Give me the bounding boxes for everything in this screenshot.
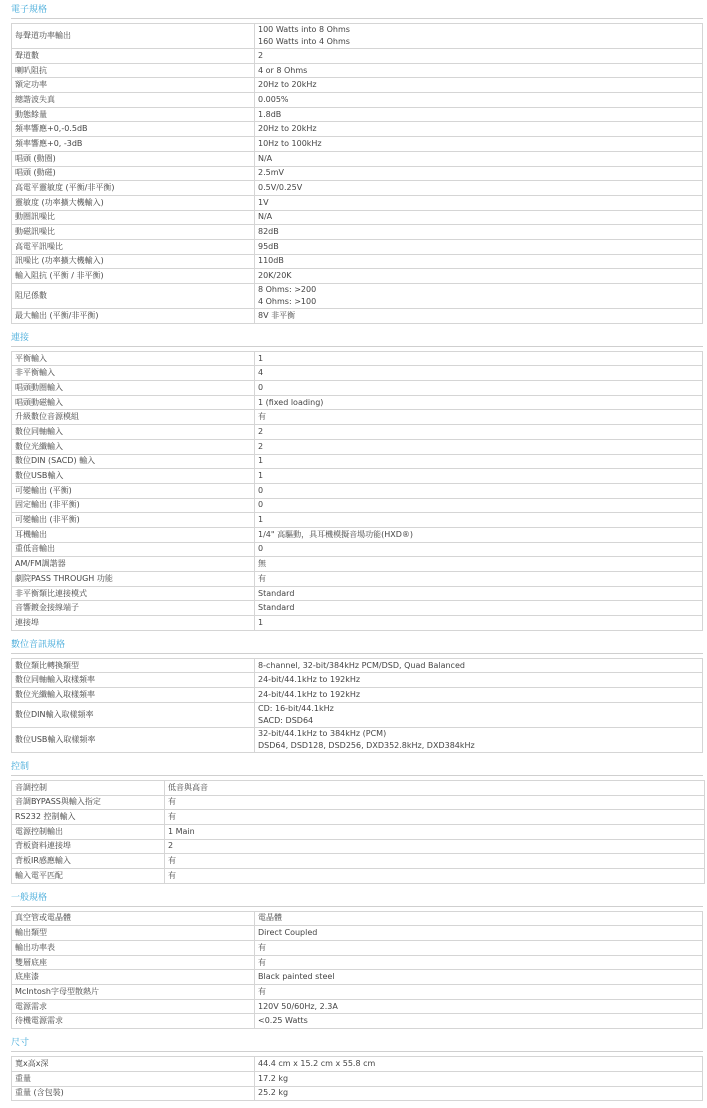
spec-value <box>255 955 703 970</box>
spec-row <box>12 498 703 513</box>
spec-value-line: 110dB <box>258 256 284 266</box>
spec-value <box>255 195 703 210</box>
general-spec-table <box>11 911 703 1030</box>
spec-row <box>12 702 703 727</box>
section-divider <box>11 653 703 654</box>
dimensions-section <box>0 1036 707 1101</box>
spec-label: 數位DIN (SACD) 輸入 <box>12 454 255 469</box>
spec-value-line: 1 (fixed loading) <box>258 397 324 407</box>
spec-row <box>12 395 703 410</box>
spec-value <box>255 572 703 587</box>
spec-value <box>255 366 703 381</box>
spec-value-line: 20Hz to 20kHz <box>258 124 317 134</box>
section-title-control: 控制 <box>11 761 30 772</box>
spec-label: 唱頭 (動圈) <box>12 151 255 166</box>
spec-label: 額定功率 <box>12 78 255 93</box>
spec-row <box>12 854 705 869</box>
spec-label: 數位USB輸入取樣頻率 <box>12 727 255 752</box>
spec-value-line: 95dB <box>258 241 279 251</box>
spec-value-line: <0.25 Watts <box>258 1016 308 1026</box>
spec-value-line: 2 <box>258 441 264 451</box>
spec-value-line: 24-bit/44.1kHz to 192kHz <box>258 675 361 685</box>
spec-label: 背板資料連接埠 <box>12 839 165 854</box>
spec-label: 輸入阻抗 (平衡 / 非平衡) <box>12 269 255 284</box>
spec-row <box>12 366 703 381</box>
section-divider <box>11 346 703 347</box>
spec-row <box>12 810 705 825</box>
spec-label: 數位光纖輸入取樣頻率 <box>12 688 255 703</box>
spec-value-line: 1 <box>258 456 264 466</box>
spec-value-line: N/A <box>258 153 273 163</box>
spec-value <box>255 395 703 410</box>
spec-row <box>12 868 705 883</box>
spec-value <box>255 210 703 225</box>
spec-row <box>12 309 703 324</box>
spec-value <box>255 181 703 196</box>
spec-value <box>255 137 703 152</box>
spec-row <box>12 727 703 752</box>
spec-value <box>255 93 703 108</box>
spec-row <box>12 911 703 926</box>
spec-value <box>255 49 703 64</box>
spec-label: 訊噪比 (功率擴大機輸入) <box>12 254 255 269</box>
spec-value <box>165 780 705 795</box>
section-title-digital-audio: 數位音訊規格 <box>11 639 66 650</box>
spec-value <box>255 351 703 366</box>
spec-row <box>12 454 703 469</box>
spec-value <box>255 970 703 985</box>
spec-row <box>12 658 703 673</box>
spec-row <box>12 513 703 528</box>
spec-value-line: 4 or 8 Ohms <box>258 65 308 75</box>
section-divider <box>11 775 703 776</box>
spec-value <box>255 985 703 1000</box>
spec-label: 重低音輸出 <box>12 542 255 557</box>
spec-value-line: 8 Ohms: >200 <box>258 285 317 294</box>
spec-row <box>12 284 703 309</box>
spec-value <box>255 702 703 727</box>
control-spec-table <box>11 780 705 884</box>
spec-value-line: 1 Main <box>168 826 195 836</box>
spec-label: McIntosh字母型散熱片 <box>12 985 255 1000</box>
spec-value <box>255 63 703 78</box>
spec-value <box>255 78 703 93</box>
spec-value <box>255 454 703 469</box>
spec-row <box>12 425 703 440</box>
spec-row <box>12 941 703 956</box>
spec-label: 音調BYPASS與輸入指定 <box>12 795 165 810</box>
spec-label: 可變輸出 (非平衡) <box>12 513 255 528</box>
spec-row <box>12 181 703 196</box>
spec-row <box>12 1071 703 1086</box>
electrical-section <box>0 0 707 324</box>
spec-label: 高電平訊噪比 <box>12 239 255 254</box>
spec-row <box>12 195 703 210</box>
spec-row <box>12 673 703 688</box>
spec-label: 底座漆 <box>12 970 255 985</box>
spec-label: 喇叭阻抗 <box>12 63 255 78</box>
spec-row <box>12 483 703 498</box>
spec-row <box>12 601 703 616</box>
spec-value-line: CD: 16-bit/44.1kHz <box>258 703 334 713</box>
spec-value-line: 有 <box>258 412 266 422</box>
spec-value-line: 120V 50/60Hz, 2.3A <box>258 1001 338 1011</box>
control-section <box>0 760 707 884</box>
spec-value <box>255 254 703 269</box>
spec-row <box>12 24 703 49</box>
section-divider <box>11 18 703 19</box>
spec-label: 最大輸出 (平衡/非平衡) <box>12 309 255 324</box>
spec-label: 數位光纖輸入 <box>12 439 255 454</box>
spec-value-line: 有 <box>168 812 176 822</box>
spec-label: 雙層底座 <box>12 955 255 970</box>
spec-value <box>255 439 703 454</box>
spec-row <box>12 780 705 795</box>
spec-row <box>12 381 703 396</box>
spec-row <box>12 351 703 366</box>
spec-value-line: 2 <box>258 426 264 436</box>
spec-label: 平衡輸入 <box>12 351 255 366</box>
spec-value-line: 1V <box>258 197 269 207</box>
spec-label: 每聲道功率輸出 <box>12 24 255 49</box>
spec-value-line: 低音與高音 <box>168 782 208 792</box>
section-title-connections: 連接 <box>11 332 30 343</box>
spec-value <box>165 854 705 869</box>
spec-value-line: 1 <box>258 515 264 525</box>
spec-value <box>255 513 703 528</box>
spec-label: 動態餘量 <box>12 107 255 122</box>
spec-value <box>255 469 703 484</box>
spec-value <box>255 527 703 542</box>
spec-value <box>255 673 703 688</box>
spec-row <box>12 166 703 181</box>
spec-value <box>255 941 703 956</box>
spec-value <box>255 425 703 440</box>
spec-value-line: 10Hz to 100kHz <box>258 138 322 148</box>
connections-section <box>0 331 707 631</box>
section-divider <box>11 906 703 907</box>
spec-row <box>12 985 703 1000</box>
section-title-electrical: 電子規格 <box>11 5 48 15</box>
spec-label: 輸入電平匹配 <box>12 868 165 883</box>
spec-row <box>12 49 703 64</box>
spec-value-line: N/A <box>258 212 273 222</box>
spec-value-line: 25.2 kg <box>258 1088 289 1098</box>
spec-label: 真空管或電晶體 <box>12 911 255 926</box>
spec-value <box>255 557 703 572</box>
spec-label: 數位USB輸入 <box>12 469 255 484</box>
spec-label: 數位同軸輸入取樣頻率 <box>12 673 255 688</box>
spec-value-line: 有 <box>258 573 266 583</box>
section-divider <box>11 1051 703 1052</box>
spec-label: 動磁訊噪比 <box>12 225 255 240</box>
spec-value-line: 有 <box>168 856 176 866</box>
spec-row <box>12 1057 703 1072</box>
spec-value <box>255 410 703 425</box>
spec-value-line: 160 Watts into 4 Ohms <box>258 37 350 46</box>
spec-value <box>255 601 703 616</box>
spec-row <box>12 527 703 542</box>
spec-value-line: 8V 非平衡 <box>258 310 296 320</box>
spec-value <box>165 868 705 883</box>
connections-spec-table <box>11 351 703 631</box>
spec-row <box>12 542 703 557</box>
spec-label: 靈敏度 (功率擴大機輸入) <box>12 195 255 210</box>
spec-value <box>255 911 703 926</box>
spec-row <box>12 151 703 166</box>
spec-row <box>12 1086 703 1101</box>
spec-row <box>12 586 703 601</box>
spec-label: 唱頭 (動磁) <box>12 166 255 181</box>
spec-value-line: 24-bit/44.1kHz to 192kHz <box>258 689 361 699</box>
spec-value <box>255 269 703 284</box>
spec-label: 劇院PASS THROUGH 功能 <box>12 572 255 587</box>
spec-value-line: 1 <box>258 471 264 481</box>
spec-value-line: 0 <box>258 500 264 510</box>
spec-value <box>255 542 703 557</box>
spec-value <box>255 284 703 309</box>
spec-row <box>12 999 703 1014</box>
spec-label: 連接埠 <box>12 616 255 631</box>
spec-label: 非平衡輸入 <box>12 366 255 381</box>
spec-row <box>12 122 703 137</box>
spec-value <box>255 239 703 254</box>
spec-value-line: 0 <box>258 485 264 495</box>
spec-value <box>255 107 703 122</box>
spec-row <box>12 616 703 631</box>
spec-value <box>255 1057 703 1072</box>
spec-row <box>12 254 703 269</box>
spec-value <box>165 810 705 825</box>
spec-row <box>12 63 703 78</box>
spec-value-line: 0 <box>258 382 264 392</box>
spec-value <box>255 926 703 941</box>
spec-row <box>12 572 703 587</box>
spec-row <box>12 78 703 93</box>
spec-row <box>12 239 703 254</box>
digital-audio-section <box>0 638 707 753</box>
electrical-spec-table <box>11 23 703 324</box>
spec-value-line: Direct Coupled <box>258 928 318 938</box>
spec-value-line: SACD: DSD64 <box>258 715 314 725</box>
spec-value-line: 1 <box>258 617 264 627</box>
spec-label: RS232 控制輸入 <box>12 810 165 825</box>
spec-value-line: 2 <box>258 50 264 60</box>
spec-label: 背板IR感應輸入 <box>12 854 165 869</box>
spec-value-line: 有 <box>258 986 266 996</box>
spec-label: 數位同軸輸入 <box>12 425 255 440</box>
spec-value <box>255 999 703 1014</box>
spec-row <box>12 955 703 970</box>
spec-label: 音調控制 <box>12 780 165 795</box>
spec-value-line: 20K/20K <box>258 271 292 281</box>
spec-value-line: 有 <box>168 870 176 880</box>
spec-label: 寬x高x深 <box>12 1057 255 1072</box>
spec-value <box>165 824 705 839</box>
spec-value-line: 4 <box>258 368 264 378</box>
spec-value <box>255 498 703 513</box>
spec-label: 非平衡類比連接模式 <box>12 586 255 601</box>
spec-value-line: 有 <box>168 797 176 807</box>
spec-value <box>255 1071 703 1086</box>
spec-value-line: 82dB <box>258 227 279 237</box>
spec-label: 頻率響應+0, -3dB <box>12 137 255 152</box>
spec-label: 重量 <box>12 1071 255 1086</box>
digital-audio-spec-table <box>11 658 703 753</box>
spec-label: 電源控制輸出 <box>12 824 165 839</box>
spec-value <box>255 483 703 498</box>
spec-label: 固定輸出 (非平衡) <box>12 498 255 513</box>
spec-label: 唱頭動磁輸入 <box>12 395 255 410</box>
spec-row <box>12 225 703 240</box>
spec-row <box>12 469 703 484</box>
spec-label: 重量 (含包裝) <box>12 1086 255 1101</box>
spec-value <box>255 225 703 240</box>
spec-row <box>12 557 703 572</box>
spec-value <box>255 1014 703 1029</box>
spec-row <box>12 269 703 284</box>
spec-label: 數位DIN輸入取樣頻率 <box>12 702 255 727</box>
spec-label: 音響鍍金接線端子 <box>12 601 255 616</box>
spec-row <box>12 93 703 108</box>
spec-row <box>12 926 703 941</box>
spec-row <box>12 410 703 425</box>
spec-row <box>12 795 705 810</box>
spec-label: 數位類比轉換類型 <box>12 658 255 673</box>
spec-label: 唱頭動圈輸入 <box>12 381 255 396</box>
spec-label: AM/FM調諧器 <box>12 557 255 572</box>
dimensions-spec-table <box>11 1056 703 1101</box>
spec-value <box>165 839 705 854</box>
general-section <box>0 891 707 1030</box>
spec-value-line: Standard <box>258 588 295 598</box>
spec-value-line: 4 Ohms: >100 <box>258 297 317 306</box>
spec-value <box>255 309 703 324</box>
spec-value-line: 44.4 cm x 15.2 cm x 55.8 cm <box>258 1058 376 1068</box>
spec-label: 升級數位音源模組 <box>12 410 255 425</box>
spec-value <box>255 616 703 631</box>
spec-value <box>255 166 703 181</box>
spec-row <box>12 824 705 839</box>
spec-value <box>255 24 703 49</box>
spec-value-line: 17.2 kg <box>258 1073 289 1083</box>
spec-label: 高電平靈敏度 (平衡/非平衡) <box>12 181 255 196</box>
spec-value-line: 有 <box>258 957 266 967</box>
spec-value <box>255 586 703 601</box>
spec-row <box>12 839 705 854</box>
spec-value-line: Standard <box>258 603 295 613</box>
spec-value-line: 1 <box>258 353 264 363</box>
spec-label: 待機電源需求 <box>12 1014 255 1029</box>
spec-value-line: DSD64, DSD128, DSD256, DXD352.8kHz, DXD384kHz <box>258 740 475 750</box>
spec-value-line: 100 Watts into 8 Ohms <box>258 25 350 34</box>
spec-row <box>12 210 703 225</box>
spec-row <box>12 107 703 122</box>
spec-row <box>12 970 703 985</box>
spec-row <box>12 439 703 454</box>
spec-row <box>12 688 703 703</box>
spec-value-line: 無 <box>258 559 266 569</box>
spec-value-line: 電晶體 <box>258 913 282 923</box>
spec-label: 輸出類型 <box>12 926 255 941</box>
spec-label: 動圈訊噪比 <box>12 210 255 225</box>
spec-label: 聲道數 <box>12 49 255 64</box>
spec-value-line: 8-channel, 32-bit/384kHz PCM/DSD, Quad Balanced <box>258 660 465 670</box>
spec-value-line: 1/4" 高驅動，具耳機模擬音場功能(HXD®) <box>258 529 413 539</box>
spec-value-line: 2.5mV <box>258 168 284 178</box>
spec-label: 電源需求 <box>12 999 255 1014</box>
spec-value-line: 2 <box>168 841 174 851</box>
spec-value <box>165 795 705 810</box>
spec-value-line: Black painted steel <box>258 972 335 982</box>
section-title-general: 一般規格 <box>11 892 48 903</box>
spec-value <box>255 688 703 703</box>
spec-label: 耳機輸出 <box>12 527 255 542</box>
spec-value <box>255 727 703 752</box>
spec-value <box>255 151 703 166</box>
spec-label: 總諧波失真 <box>12 93 255 108</box>
spec-value <box>255 122 703 137</box>
section-title-dimensions: 尺寸 <box>11 1038 30 1049</box>
spec-label: 阻尼係數 <box>12 284 255 309</box>
spec-value <box>255 381 703 396</box>
spec-value-line: 有 <box>258 942 266 952</box>
spec-row <box>12 1014 703 1029</box>
spec-value-line: 0.5V/0.25V <box>258 183 303 193</box>
spec-label: 可變輸出 (平衡) <box>12 483 255 498</box>
spec-value-line: 20Hz to 20kHz <box>258 80 317 90</box>
spec-value-line: 1.8dB <box>258 109 282 119</box>
spec-value <box>255 1086 703 1101</box>
spec-value-line: 0 <box>258 544 264 554</box>
spec-value-line: 0.005% <box>258 94 289 104</box>
spec-value-line: 32-bit/44.1kHz to 384kHz (PCM) <box>258 728 387 738</box>
spec-row <box>12 137 703 152</box>
spec-value <box>255 658 703 673</box>
spec-label: 輸出功率表 <box>12 941 255 956</box>
spec-label: 頻率響應+0,-0.5dB <box>12 122 255 137</box>
